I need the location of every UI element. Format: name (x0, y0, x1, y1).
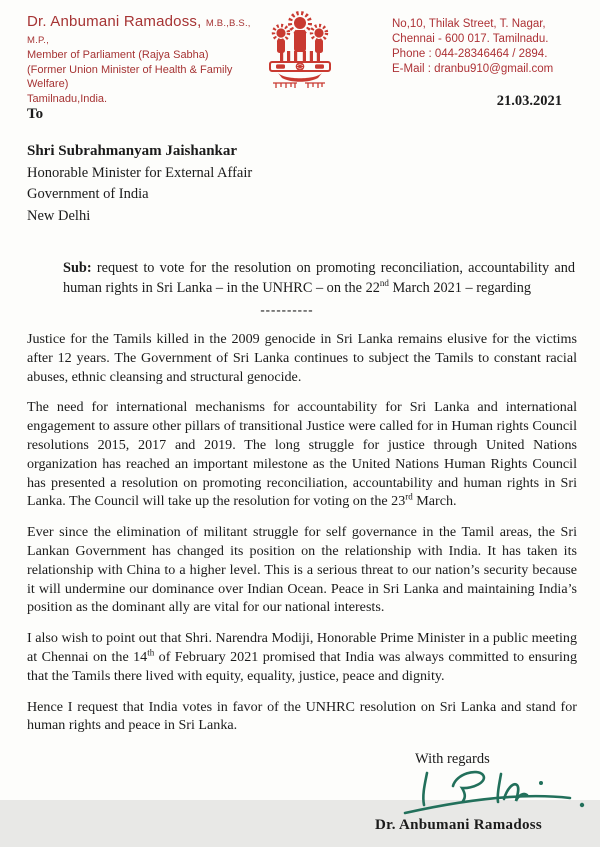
subject-line (63, 259, 575, 298)
subject-text-1: request to vote for the resolution on promoting reconciliation, accountability and human rights in Sri Lanka – in the UNHRC – on the 22 (63, 260, 575, 296)
recipient-city: New Delhi (27, 207, 91, 224)
address-line-street: No,10, Thilak Street, T. Nagar, (392, 18, 546, 30)
subject-ordinal-sup: nd (379, 277, 389, 288)
paragraph-3: Ever since the elimination of militant struggle for self governance in the Tamil areas, the Sri Lankan Government has changed its position on the relationship with India. It has taken its relationship with China to a higher level. This is a serious threat to our nation’s security because it will undermine our dominance over Indian Ocean. Peace in Sri Lanka and maintaining India’s position as the dominant ally are vital for our national interests. (27, 524, 577, 616)
paragraph-2 (27, 398, 577, 511)
sender-address-block (392, 17, 580, 77)
signoff-block (27, 751, 577, 847)
sender-title: Member of Parliament (Rajya Sabha) (27, 49, 209, 61)
salutation-to: To (27, 106, 44, 122)
paragraph-4 (27, 629, 577, 685)
recipient-title: Honorable Minister for External Affair (27, 164, 253, 181)
letter-body (27, 106, 577, 847)
subject-divider: ---------- (260, 302, 314, 317)
subject-label: Sub: (63, 260, 92, 276)
paragraph-2-ordinal-sup: rd (405, 491, 413, 502)
sender-name-text: Dr. Anbumani Ramadoss, (27, 13, 202, 30)
paragraph-2-text-1: The need for international mechanisms for accountability for Sri Lanka and international engagement to assure other pillars of transitional Justice were called for in Human rights Council resolutions 2015, 2017 and 2019. The long struggle for justice through United Nations organization has reached an important milestone as the United Nations Human Rights Council has presented a resolution on promoting reconciliation, accountability and human rights in Sri Lanka. The Council will take up the resolution for voting on the 23 (27, 399, 577, 510)
recipient-org: Government of India (27, 186, 149, 202)
paragraph-4-ordinal-sup: th (147, 647, 155, 658)
handwritten-signature-icon (349, 761, 589, 819)
paragraph-5: Hence I request that India votes in favor of the UNHRC resolution on Sri Lanka and stand for human rights and peace in Sri Lanka. (27, 698, 577, 734)
subject-text-2: March 2021 – regarding (388, 279, 532, 296)
address-line-email: E-Mail : dranbu910@gmail.com (392, 63, 554, 75)
closing-regards: With regards (415, 751, 490, 768)
address-line-city: Chennai - 600 017. Tamilnadu. (392, 33, 549, 45)
sender-credentials: M.B.,B.S., M.P., (27, 18, 251, 46)
address-line-phone: Phone : 044-28346464 / 2894. (392, 48, 548, 60)
sender-block (27, 13, 262, 106)
sender-name (27, 13, 262, 47)
paragraph-4-text-2: of February 2021 promised that India was always committed to ensuring that the Tamils there lived with equity, equality, justice, peace and dignity. (27, 648, 578, 684)
sender-former-title: (Former Union Minister of Health & Family Welfare) (27, 64, 233, 90)
india-national-emblem-icon (261, 6, 339, 90)
recipient-block (27, 141, 577, 227)
paragraph-1: Justice for the Tamils killed in the 2009 genocide in Sri Lanka remains elusive for the victims after 12 years. The Government of Sri Lanka continues to subject the Tamils to constant racial abuses, ethnic cleansing and structural genocide. (27, 331, 577, 385)
sender-state: Tamilnadu,India. (27, 93, 108, 105)
paragraph-2-text-2: March. (412, 493, 457, 510)
letter-date: 21.03.2021 (496, 93, 562, 109)
recipient-name: Shri Subrahmanyam Jaishankar (27, 143, 238, 159)
signatory-name: Dr. Anbumani Ramadoss (375, 817, 543, 834)
paragraph-4-text-1: I also wish to point out that Shri. Narendra Modiji, Honorable Prime Minister in a public meeting at Chennai on the 14 (27, 630, 577, 665)
